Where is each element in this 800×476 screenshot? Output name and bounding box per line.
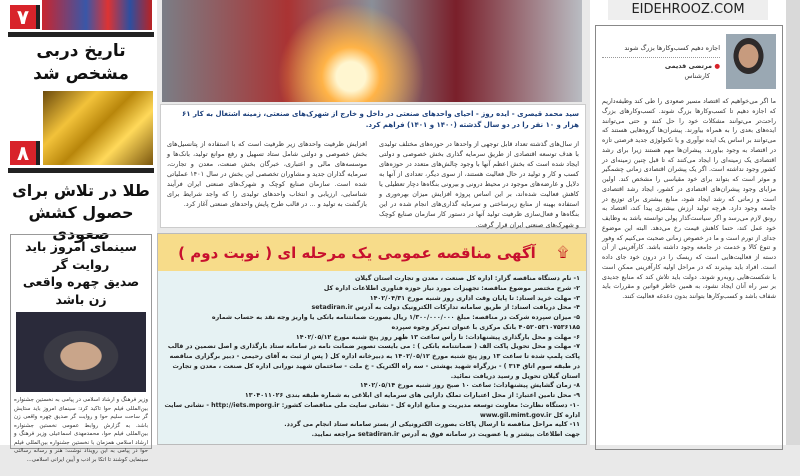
- author-role: کارشناس: [684, 72, 710, 80]
- opinion-title[interactable]: اجازه دهیم کسب‌وکارها بزرگ شوند: [602, 44, 720, 58]
- page-edge: [786, 0, 800, 445]
- ad-items: [158, 271, 586, 443]
- opinion-box: [595, 25, 783, 450]
- divider: [8, 168, 154, 173]
- ad-item: ۱- نام دستگاه مناقصه گزار: اداره کل صنعت ، معدن و تجارت استان گیلان: [355, 275, 580, 282]
- ad-item: ۵- میزان سپرده شرکت در مناقصه: مبلغ ۱/۳۰۰/۰۰۰/۰۰۰ ریال بصورت ضمانتنامه بانکی یا واریز وجه نقد به حساب شماره ۴۰۵۲۰۵۳۱۰۷۵۳۶۱۸۵ بانک مرکزی با عنوان تمرکز وجوه سپرده: [211, 314, 580, 331]
- football-photo[interactable]: [42, 0, 152, 30]
- headline-gold[interactable]: طلا در تلاش برای حصول کشش صعودی: [12, 181, 150, 244]
- iran-emblem-logo: ۩: [557, 244, 569, 261]
- ad-item: ۳- مهلت خرید اسناد: تا پایان وقت اداری روز شنبه مورخ ۱۴۰۲/۰۴/۳۱: [369, 294, 580, 302]
- author-marker-icon: ●: [714, 62, 720, 70]
- headline-cinema[interactable]: سینمای امروز باید روایت گر صدیق چهره واقعی زن باشد: [22, 239, 140, 307]
- ad-item: ۷- مهلت و محل تحویل پاکت الف ( ضمانتنامه بانکی ) : می بایست تصویر ضمانت نامه در سامانه ستاد بارگذاری و اصل تضمین در قالب پاکت پلمپ شده تا ساعت ۱۳ روز پنج شنبه مورخ ۱۴۰۲/۰۵/۱۲ به دبیرخانه اداره کل ( پس از ثبت به آقای رحیمی - دبیر برگزاری مناقصه در طبقه سوم اتاق ۳۱۴ ) - بزرگراه شهید بهشتی - سه راه الکتریک - خ ملت - ساختمان شهید نورانی اداره کل صنعت ، معدن و تجارت استان گیلان تحویل و رسید دریافت نمائید.: [167, 343, 580, 380]
- ad-item: ۱۱- کلیه مراحل مناقصه تا ارسال پاکات بصورت الکترونیکی از بستر سامانه ستاد انجام می گردد.: [284, 421, 580, 429]
- gold-bars-photo[interactable]: [43, 91, 153, 165]
- opinion-body: ما اگر می‌خواهیم که اقتصاد مسیر صعودی را طی کند وظیفه‌داریم که اجازه دهیم تا کسب‌وکارها بزرگ شوند. کسب‌وکارهای بزرگ راحت‌تر می‌توانند مشکلات خود را حل کنند و حتی می‌توانند ایده‌های بعدی را به همراه بیاورند. پیشران‌ها گروه‌هایی هستند که می‌توانند بر اساس یک ایده نوآوری و یا تکنولوژی جدید فرصتی تازه در اقتصاد به وجود بیاورند. پیشران‌ها مهم هستند زیرا برای رشد اقتصادی یک زمینه‌ای را ایجاد می‌کنند که تا قبل چنین زمینه‌ای در کشور وجود نداشته است. اگر یک پیشران اقتصادی زمانی چشمگیر و موثر است که بتواند برای خود مقیاسی را مشخص کند. اولین مزایای وجود پیشران‌های اقتصادی در کشور، ایجاد رشد اقتصادی است و زمانی که رشد ایجاد شود، منابع بیشتری برای توزیع در جامعه وجود دارد. هرچه تولید ارزش بیشتری پیدا کند، اقتصاد به رونق لازم می‌رسد و اگر سیاست‌گذار پولی توانسته باشد به وظایف خود عمل کند، حتما کاهش قیمت رخ می‌دهد. البته این موضوع جدای از تورم است و ما در خصوص زمانی صحبت می‌کنیم که وفور و تنوع کالا و خدمت در جامعه وجود داشته باشد. کارآفرینی از آن دسته از فعالیت‌هایی است که ریسک را در درون خود جای داده است. افراد باید بپذیرند که در مراحل اولیه کارآفرینی ممکن است با شکست‌هایی روبه‌رو شوند. دولت باید تلاش کند که منابع جدیدی بر سر راه آنان ایجاد نشود، به همین خاطر قوانین و مقررات باید شفاف باشد و کسب‌وکارها بتوانند بدون دغدغه فعالیت کنند.: [602, 98, 776, 300]
- divider: [8, 32, 154, 37]
- left-column: [0, 0, 157, 463]
- ad-item: ۱۰- دستگاه نظارت: معاونت توسعه مدیریت و منابع اداره کل - نشانی سایت ملی مناقصات کشور: http://iets.mporg.ir - نشانی سایت اداره کل www.gil.mimt.gov.ir: [164, 401, 580, 419]
- author-photo: [726, 34, 776, 89]
- ad-item: جهت اطلاعات بیشتر و یا عضویت در سامانه فوق به آدرس setadiran.ir مراجعه نمایید.: [311, 431, 580, 438]
- article-lead[interactable]: سید محمد قیصری - ایده روز - احیای واحدهای صنعتی در داخل و خارج از شهرک‌های صنعتی، زمینه اشتغال به کار ۶۱ هزار و ۱۰ نفر را در دو سال گذشته (۱۴۰۰ و ۱۴۰۱) فراهم کرد.: [181, 110, 579, 130]
- ad-item: ۴- محل دریافت اسناد: از طریق سامانه تدارکات الکترونیک دولت به آدرس setadiran.ir: [311, 304, 580, 312]
- ad-item: ۸- زمان گشایش پیشنهادات: ساعت ۱۰ صبح روز شنبه مورخ ۱۴۰۲/۰۵/۱۴: [359, 382, 580, 390]
- cinema-story-body: وزیر فرهنگ و ارشاد اسلامی در پیامی به نخستین جشنواره بین‌المللی فیلم حوا تاکید کرد: سینمای امروز باید ستایش گر ساحت سلیم حوا و روایت گر صدیق چهره واقعی زن باشد. به گزارش روابط عمومی نخستین جشنواره بین‌المللی فیلم حوا، محمدمهدی اسماعیلی وزیر فرهنگ و ارشاد اسلامی همزمان با نخستین جشنواره بین‌المللی فیلم حوا در پیامی به این رویداد نوشت: هنر و رسانه رسالتی سینمایی کوشند تا اتکا بر ادب و آیین ایرانی اسلامی...: [14, 397, 148, 463]
- author-name: مرتضی قدیمی: [664, 62, 713, 70]
- minister-photo: [16, 312, 146, 392]
- ad-header: [158, 234, 586, 271]
- cinema-story-box: [10, 234, 152, 463]
- factory-welding-photo[interactable]: [162, 0, 582, 102]
- ad-item: ۶- مهلت و محل بارگذاری پیشنهادات: تا رأس ساعت ۱۳ ظهر روز پنج شنبه مورخ ۱۴۰۲/۰۵/۱۲: [295, 333, 580, 341]
- industry-article: [160, 104, 586, 228]
- page-number-badge[interactable]: ۸: [10, 141, 40, 165]
- article-col-left: افزایش ظرفیت واحدهای زیر ظرفیت است که با استفاده از پتانسیل‌های بخش خصوصی و دولتی شامل ستاد تسهیل و رفع موانع تولید، بانک‌ها و موسسه‌های مالی و اعتباری، خبرگان بخش صنعت، معدن و تجارت، سرمایه گذاران جدید و مشاوران تخصصی این بخش در سال ۱۴۰۱ عملیاتی شده است. سازمان صنایع کوچک و شهرک‌های صنعتی ایران فرآیند شناسایی، ارزیابی و انتخاب واحدهای تولیدی را که واجد شرایط برای بازگشت به تولید و ... در قالب طرح پایش واحدهای صنعتی آغاز کرد.: [167, 140, 367, 209]
- headline-derby[interactable]: تاریخ دربی مشخص شد: [33, 41, 129, 84]
- ad-item: ۹- محل تامین اعتبار: از محل اعتبارات تملک دارایی های سرمایه ای ابلاغی به شماره طبقه بندی ۱۳۰۴۰۱۱۰۲۶: [244, 392, 580, 399]
- article-col-right: از سال‌های گذشته تعداد قابل توجهی از واحدها در حوزه‌های مختلف تولیدی با هدف توسعه اقتصادی از طریق سرمایه گذاری بخش خصوصی و دولتی ایجاد شده است که بخش اعظم آنها با وجود چالش‌های متعدد در حوزه‌های کسب و کار و تولید در حال فعالیت هستند، از سوی دیگر، تعدادی از آنها به دلایل و عارضه‌های موجود در محیط درونی و بیرونی بنگاه‌ها دچار تعطیلی یا کاهش فعالیت شده‌اند، بر این اساس پروژه افزایش میزان بهره‌وری و استفاده بهینه از منابع زیرساختی و سرمایه گذاری‌های انجام شده در این بنگاه‌ها و فعال‌سازی ظرفیت تولید آنها در دستور کار سازمان صنایع کوچک و شهرک‌های صنعتی ایران قرار گرفت.: [379, 140, 579, 229]
- tender-ad: [157, 233, 587, 445]
- site-url[interactable]: EIDEHROOZ.COM: [608, 0, 768, 20]
- page-number-badge[interactable]: ۷: [10, 5, 40, 29]
- right-column: [590, 0, 786, 445]
- ad-item: ۲- شرح مختصر موضوع مناقصه: تجهیزات مورد نیاز حوزه فناوری اطلاعات اداره کل: [323, 284, 580, 292]
- ad-title[interactable]: آگهی مناقصه عمومی یک مرحله ای ( نوبت دوم ): [178, 243, 536, 262]
